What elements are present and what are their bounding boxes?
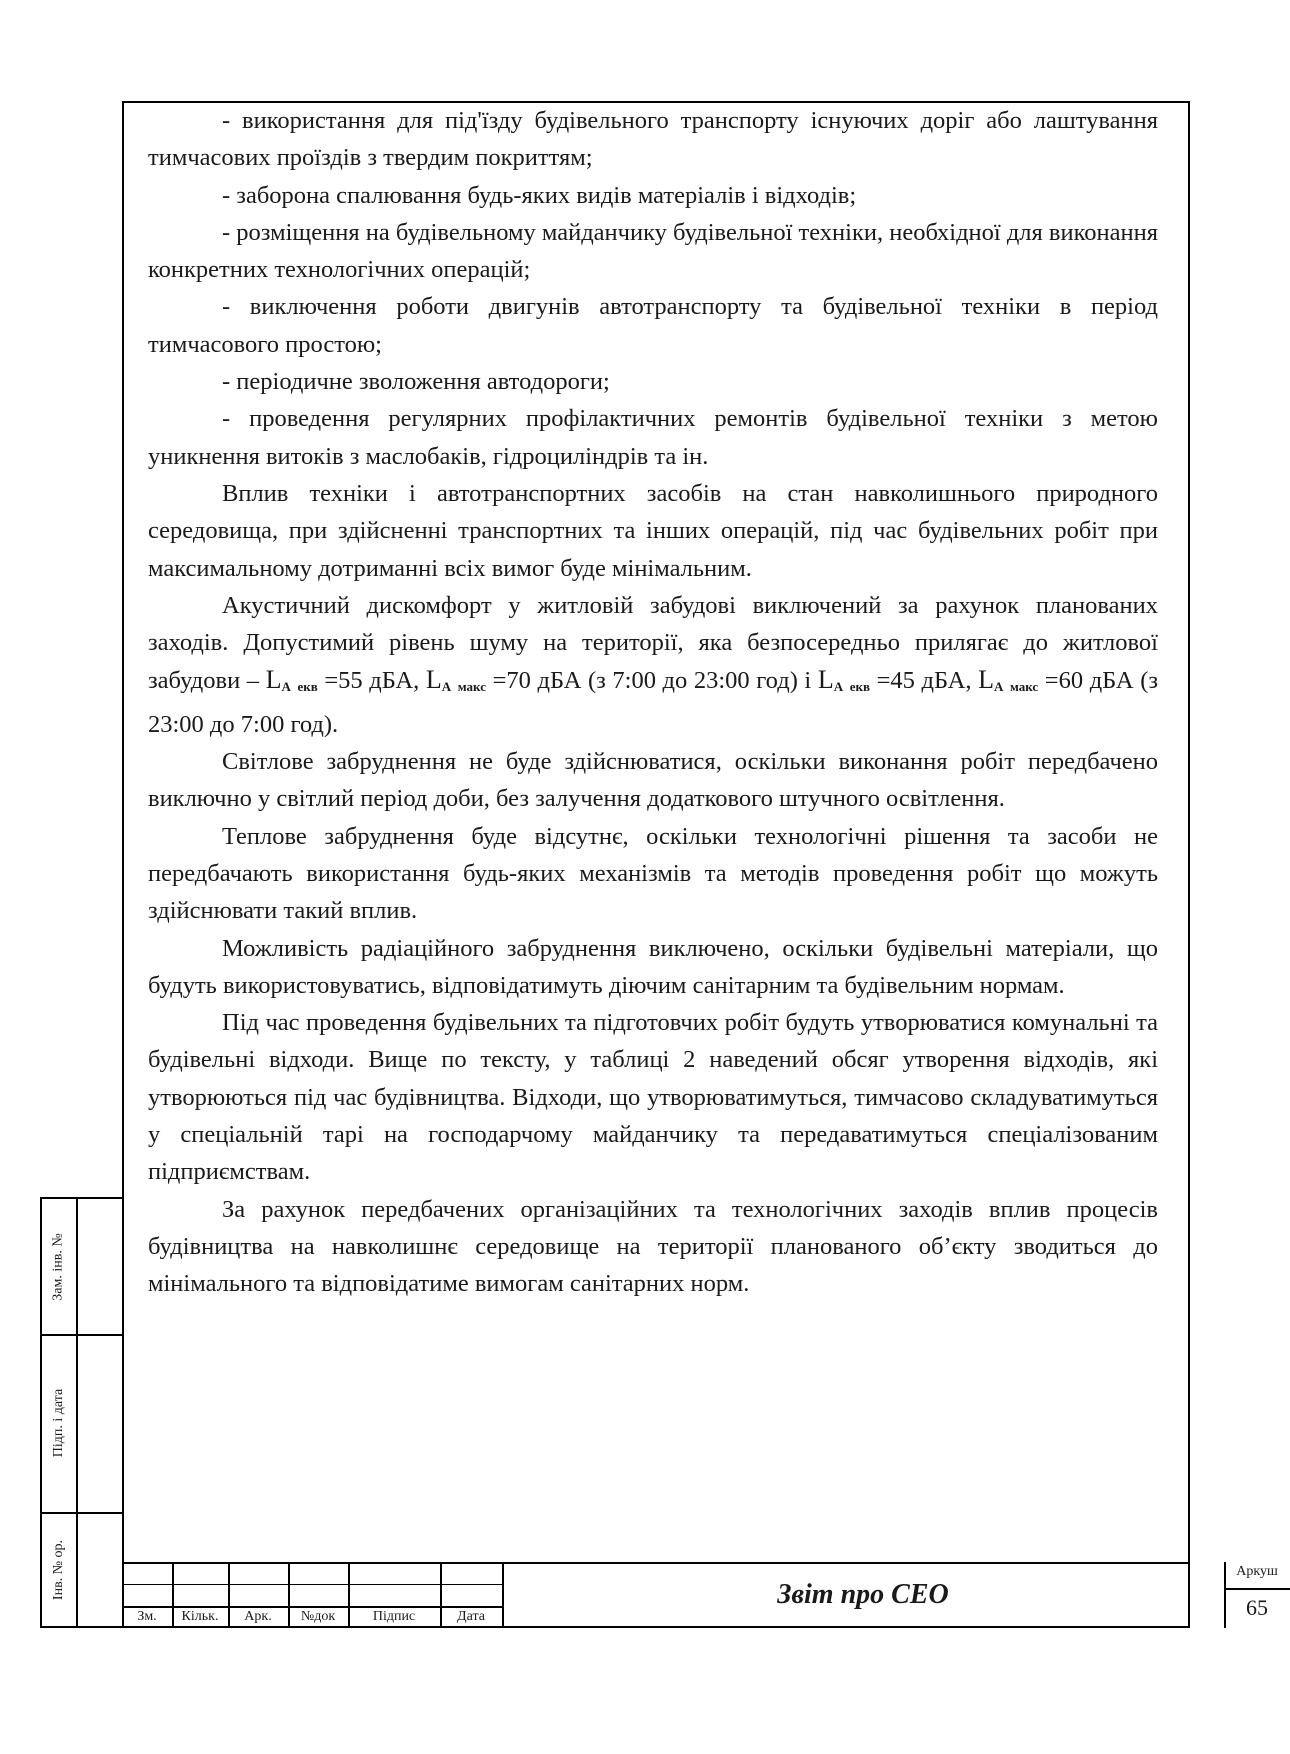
paragraph: - заборона спалювання будь-яких видів матеріалів і відходів; <box>222 181 857 209</box>
tb-line <box>122 1562 1190 1564</box>
paragraph: - проведення регулярних профілактичних ремонтів будівельної техніки з метою уникнення витоків з маслобаків, гідроциліндрів та ін. <box>148 405 1158 470</box>
paragraph: - виключення роботи двигунів автотранспорту та будівельної техніки в період тимчасового простою; <box>148 293 1158 358</box>
sheet-label: Аркуш <box>1236 1564 1278 1579</box>
paragraph: За рахунок передбачених організаційних та технологічних заходів вплив процесів будівництва на навколишнє середовище на території планованого об’єкту зводиться до мінімального та відповідатиме вимогам санітарних норм. <box>148 1195 1158 1298</box>
side-cell-zam <box>42 1199 76 1334</box>
tb-label-kilk: Кільк. <box>181 1609 219 1624</box>
tb-label-ark: Арк. <box>244 1609 272 1624</box>
title-block <box>122 1562 1278 1628</box>
paragraph: Світлове забруднення не буде здійснюватися, оскільки виконання робіт передбачено виключно у світлий період доби, без залучення додаткового штучного освітлення. <box>148 748 1158 813</box>
side-label-inv: Інв. № ор. <box>51 1539 66 1601</box>
body-text <box>148 102 1158 1303</box>
tb-label-data: Дата <box>457 1609 485 1624</box>
tb-label-ndok: №док <box>300 1609 336 1624</box>
paragraph-noise: Акустичний дискомфорт у житловій забудові виключений за рахунок планованих заходів. Допустимий рівень шуму на території, яка безпосередньо прилягає до житлової забудови – $L_A$ $_{екв}$ =55 дБА, $L_A$ $_{макс}$ =70 дБА (з 7:00 до 23:00 год) і $L_A$ $_{екв}$ =45 дБА, $L_A$ $_{макс}$ =60 дБА (з 23:00 до 7:00 год). <box>148 591 1159 738</box>
paragraph: Під час проведення будівельних та підготовчих робіт будуть утворюватися комунальні та будівельні відходи. Вище по тексту, у таблиці 2 наведений обсяг утворення відходів, які утворюються під час будівництва. Відходи, що утворюватимуться, тимчасово складуватимуться у спеціальній тарі на господарчому майданчику та передаватимуться спеціалізованим підприємствам. <box>148 1009 1158 1186</box>
paragraph: Вплив техніки і автотранспортних засобів на стан навколишнього природного середовища, при здійсненні транспортних та інших операцій, під час будівельних робіт при максимальному дотриманні всіх вимог буде мінімальним. <box>148 479 1158 582</box>
paragraph: Можливість радіаційного забруднення виключено, оскільки будівельні матеріали, що будуть використовуватись, відповідатимуть діючим санітарним та будівельним нормам. <box>148 934 1158 999</box>
side-cell-pidp <box>42 1334 76 1512</box>
sheet-number: 65 <box>1246 1595 1268 1620</box>
paragraph: - періодичне зволоження автодороги; <box>222 368 610 396</box>
document-title: Звіт про СЕО <box>777 1579 949 1610</box>
paragraph: - розміщення на будівельному майданчику будівельної техніки, необхідної для виконання конкретних технологічних операцій; <box>148 218 1158 284</box>
paragraph: - використання для під'їзду будівельного транспорту існуючих доріг або лаштування тимчасових проїздів з твердим покриттям; <box>148 107 1158 172</box>
tb-label-pidpys: Підпис <box>372 1609 416 1624</box>
side-cell-inv <box>42 1512 76 1628</box>
side-label-zam: Зам. інв. № <box>51 1232 66 1301</box>
tb-line <box>122 1584 502 1585</box>
tb-label-zm: Зм. <box>137 1609 157 1624</box>
paragraph: Теплове забруднення буде відсутнє, оскільки технологічні рішення та засоби не передбачають використання будь-яких механізмів та методів проведення робіт що можуть здійснювати такий вплив. <box>148 822 1158 925</box>
side-divider <box>76 1199 78 1626</box>
tb-line <box>122 1606 502 1608</box>
side-stamp <box>40 1197 122 1628</box>
side-label-pidp: Підп. і дата <box>51 1388 67 1458</box>
